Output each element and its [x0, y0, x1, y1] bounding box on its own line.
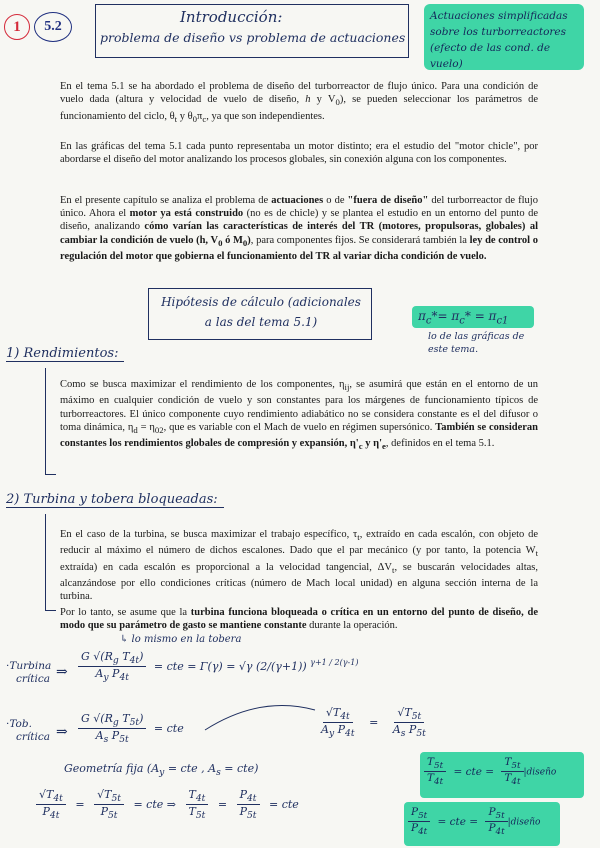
hypothesis-title: Hipótesis de cálculo (adicionales a las del tema 5.1) — [161, 295, 361, 329]
final-equation: $\frac{√T_{4t}}{P_{4t}}$ = $\frac{√T_{5t}}{P_{5t}}$ = cte ⇒ $\frac{T_{4t}}{T_{5t}}$ = $\frac{P_{4t}}{P_{5t}}$ = cte — [36, 788, 299, 821]
paragraph-2: En las gráficas del tema 5.1 cada punto representaba un motor distinto; era el estudio del "motor chicle", por abordarse el diseño del motor analizando los procesos globales, sin conexión alguna con los componentes. — [60, 141, 538, 166]
title-line-2: problema de diseño vs problema de actuaciones — [100, 30, 406, 45]
paragraph-5: En el caso de la turbina, se busca maximizar el trabajo específico, $\tau_t$, extraído en cada escalón, con objeto de reducir al máximo el número de dichos escalones. Dado que el par mecánico (y por tanto, la potencia $W_t$ extraída) en cada escalón es proporcional a la velocidad tangencial, $\Delta V_t$, se buscarán velocidades altas, alcanzándose por ello condiciones críticas (número de Mach local unidad) en alguna sección interna de la turbina. — [60, 529, 539, 603]
turbina-arrow: ⇒ — [56, 664, 68, 680]
paragraph-4: Como se busca maximizar el rendimiento de los componentes, $\eta_{ij}$, se asumirá que están en el entorno de un máximo en cualquier condición de vuelo y son constantes para los márgenes de funcionamiento típicos de turborreactores. El único componente cuyo rendimiento adiabático no se considera constante es el del difusor o toma dinámica, $\eta_d = \eta_{02}$, que es variable con el Mach de vuelo en régimen supersónico. También se consideran constantes los rendimientos globales de compresión y expansión, $\eta'_c$ y $\eta'_e$, definidos en el tema 5.1. — [60, 379, 539, 452]
geometry-note: Geometría fija ($A_y$ = cte , $A_s = cte$) — [64, 762, 259, 779]
topic-number-circle — [34, 12, 72, 42]
paragraph-3: En el presente capítulo se analiza el problema de actuaciones o de "fuera de diseño" del turborreactor de flujo único. Ahora el motor ya está construido (no es de chicle) y se plantea el estudio en un entorno del punto de diseño, analizando cómo varían las características de interés del TR (motores, propulsoras, globales) al cambiar la condición de vuelo (h, $V_0$ ó $M_0$), para componentes fijos. Se considerará también la ley de control o regulación del motor que gobierna el funcionamiento del TR al variar dicha condición de vuelo. — [60, 195, 538, 262]
turbina-equation: $\frac{G √(R_g T_{4t})}{A_y P_{4t}}$ = cte = Γ(γ) = √γ (2/(γ+1)) $^{\gamma+1 / 2(\gamma-1)}$ — [78, 650, 358, 683]
paragraph-6: Por lo tanto, se asume que la turbina funciona bloqueada o crítica en un entorno del punto de diseño, de modo que su parámetro de gasto se mantiene constante durante la operación. — [60, 607, 538, 632]
section-2-heading: 2) Turbina y tobera bloqueadas: — [6, 492, 224, 508]
topic-number: 5.2 — [44, 19, 62, 34]
section-2-bracket — [45, 514, 56, 611]
section-1-heading: 1) Rendimientos: — [6, 346, 124, 362]
tobera-equation: $\frac{G √(R_g T_{5t})}{A_s P_{5t}}$ = cte — [78, 712, 184, 745]
pressure-ratio-result: $\frac{P_{5t}}{P_{4t}}$ = cte = $\frac{P_{5t}}{P_{4t}}$ |diseño — [408, 806, 540, 837]
title-line-1: Introducción: — [180, 8, 283, 26]
connector-curve — [200, 690, 320, 740]
paragraph-1: En el tema 5.1 se ha abordado el problema de diseño del turborreactor de flujo único. Para una condición de vuelo dada (altura y velocidad de vuelo de diseño, h y $V_0$), se pueden seleccionar los parámetros de funcionamiento del ciclo, $\theta_t$ y $\theta_0\pi_c$, ya que son independientes. — [60, 81, 538, 124]
hypothesis-equation: $\pi_c*= \pi_c* = \pi_{c1}$ — [418, 309, 509, 327]
hypothesis-note: lo de las gráficas de este tema. — [428, 331, 525, 355]
turbina-tobera-ratio: $\frac{√T_{4t}}{A_y P_{4t}}$ = $\frac{√T_{5t}}{A_s P_{5t}}$ — [321, 706, 426, 740]
tobera-label: ·Tob. crítica — [6, 718, 50, 743]
tobera-arrow: ⇒ — [56, 724, 68, 740]
temperature-ratio-result: $\frac{T_{5t}}{T_{4t}}$ = cte = $\frac{T_{5t}}{T_{4t}}$ |diseño — [424, 756, 556, 787]
section-number: 1 — [13, 18, 21, 35]
section-1-bracket — [45, 368, 56, 475]
turbina-label: ·Turbina crítica — [6, 660, 52, 685]
header-note: Actuaciones simplificadas sobre los turborreactores (efecto de las cond. de vuelo) — [430, 10, 568, 70]
section-number-circle — [4, 14, 30, 40]
tobera-note: ↳ lo mismo en la tobera — [120, 634, 242, 645]
